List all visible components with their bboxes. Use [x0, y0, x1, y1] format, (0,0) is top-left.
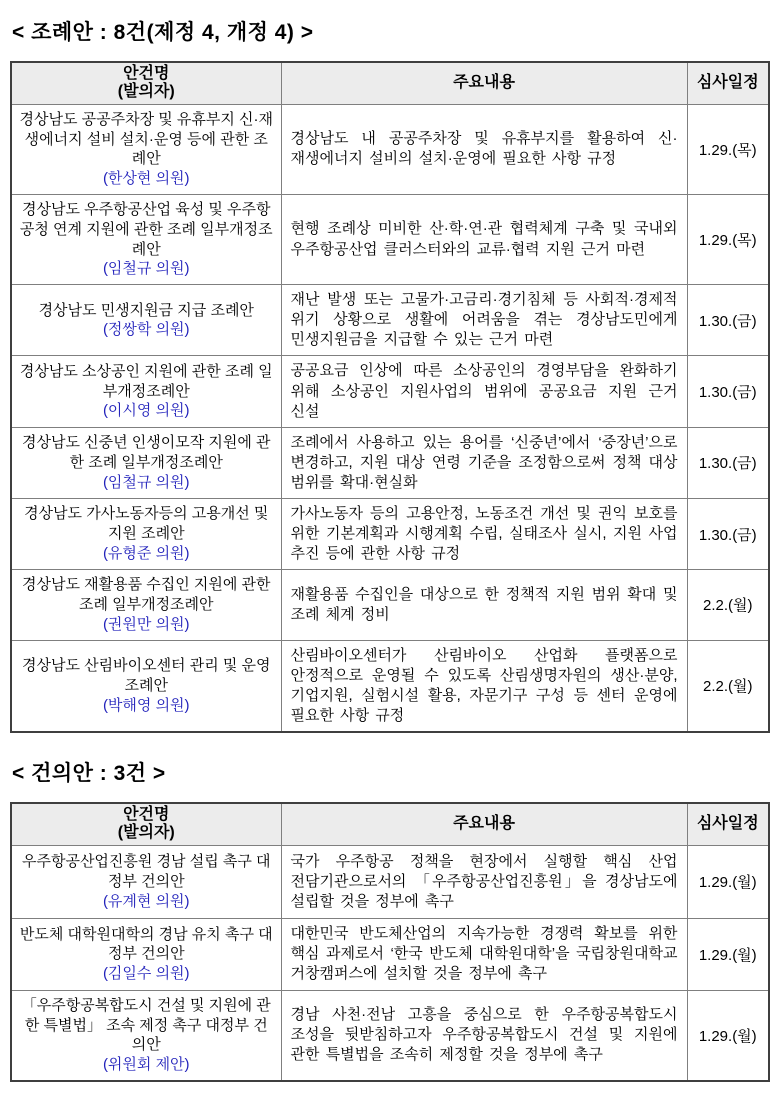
agenda-name-cell [11, 427, 281, 498]
agenda-title: 경상남도 재활용품 수집인 지원에 관한 조례 일부개정조례안 [21, 576, 271, 614]
table-head [11, 62, 769, 104]
table-row [11, 990, 769, 1081]
header-agenda-name-line2: (발의자) [117, 83, 175, 101]
proposer: (박해영 의원) [102, 696, 190, 714]
table-row [11, 640, 769, 732]
schedule-cell: 1.29.(월) [687, 918, 769, 990]
agenda-name-cell [11, 285, 281, 356]
main-content-cell: 국가 우주항공 정책을 현장에서 실행할 핵심 산업 전담기관으로서의 「우주항공산업진흥원」을 경상남도에 설립할 것을 정부에 촉구 [281, 845, 687, 918]
main-content-cell: 경상남도 내 공공주차장 및 유휴부지를 활용하여 신·재생에너지 설비의 설치·운영에 필요한 사항 규정 [281, 104, 687, 194]
agenda-name-cell [11, 918, 281, 990]
main-content-cell: 현행 조례상 미비한 산·학·연·관 협력체계 구축 및 국내외 우주항공산업 클러스터와의 교류·협력 지원 근거 마련 [281, 194, 687, 284]
header-agenda-name-line1: 안건명 [123, 806, 170, 824]
header-row [11, 62, 769, 104]
section-title: < 건의안 : 3건 > [12, 762, 166, 786]
agenda-name-cell [11, 104, 281, 194]
table-row [11, 194, 769, 284]
agenda-name-cell [11, 640, 281, 732]
sections-container [10, 16, 769, 1082]
main-content-cell: 공공요금 인상에 따른 소상공인의 경영부담을 완화하기 위해 소상공인 지원사업의 범위에 공공요금 지원 근거 신설 [281, 356, 687, 427]
main-content-cell: 재활용품 수집인을 대상으로 한 정책적 지원 범위 확대 및 조례 체계 정비 [281, 570, 687, 640]
table-row [11, 845, 769, 918]
agenda-title: 반도체 대학원대학의 경남 유치 촉구 대정부 건의안 [19, 925, 273, 963]
agenda-title: 경상남도 공공주차장 및 유휴부지 신·재생에너지 설비 설치·운영 등에 관한 조례안 [19, 110, 273, 168]
proposer: (김일수 의원) [102, 965, 190, 983]
agenda-title: 경상남도 산림바이오센터 관리 및 운영 조례안 [21, 657, 271, 694]
agenda-name-cell [11, 570, 281, 640]
table-body [11, 845, 769, 1081]
table-row [11, 104, 769, 194]
agenda-table [10, 802, 770, 1082]
proposer: (이시영 의원) [102, 402, 190, 420]
main-content-cell: 산림바이오센터가 산림바이오 산업화 플랫폼으로 안정적으로 운영될 수 있도록 산림생명자원의 생산·분양, 기업지원, 실험시설 활용, 자문기구 구성 등 센터 운영에 필요한 사항 규정 [281, 640, 687, 732]
section-1 [10, 757, 769, 1082]
table-row [11, 356, 769, 427]
schedule-cell: 1.30.(금) [687, 285, 769, 356]
agenda-title: 경상남도 소상공인 지원에 관한 조례 일부개정조례안 [19, 362, 273, 400]
table-row [11, 570, 769, 640]
main-content-cell: 재난 발생 또는 고물가·고금리·경기침체 등 사회적·경제적 위기 상황으로 생활에 어려움을 겪는 경상남도민에게 민생지원금을 지급할 수 있는 근거 마련 [281, 285, 687, 356]
schedule-cell: 1.30.(금) [687, 499, 769, 570]
agenda-name-cell [11, 990, 281, 1081]
main-content-cell: 조례에서 사용하고 있는 용어를 ‘신중년’에서 ‘중장년’으로 변경하고, 지원 대상 연령 기준을 조정함으로써 정책 대상 범위를 확대·현실화 [281, 427, 687, 498]
agenda-title: 경상남도 우주항공산업 육성 및 우주항공청 연계 지원에 관한 조례 일부개정조례안 [19, 200, 273, 258]
agenda-title: 경상남도 가사노동자등의 고용개선 및 지원 조례안 [24, 505, 269, 543]
proposer: (임철규 의원) [102, 260, 190, 278]
proposer: (유계현 의원) [102, 892, 190, 910]
agenda-title: 우주항공산업진흥원 경남 설립 촉구 대정부 건의안 [21, 853, 271, 890]
header-main-content: 주요내용 [281, 803, 687, 845]
header-schedule: 심사일정 [687, 62, 769, 104]
header-agenda-name [11, 803, 281, 845]
header-schedule: 심사일정 [687, 803, 769, 845]
agenda-table [10, 61, 770, 733]
proposer: (유형준 의원) [102, 545, 190, 563]
proposer: (권원만 의원) [102, 615, 190, 633]
agenda-name-cell [11, 845, 281, 918]
section-title: < 조례안 : 8건(제정 4, 개정 4) > [12, 21, 314, 44]
table-row [11, 285, 769, 356]
agenda-name-cell [11, 356, 281, 427]
agenda-title: 경상남도 신중년 인생이모작 지원에 관한 조례 일부개정조례안 [21, 434, 271, 471]
proposer: (임철규 의원) [102, 473, 190, 491]
table-row [11, 499, 769, 570]
main-content-cell: 경남 사천·전남 고흥을 중심으로 한 우주항공복합도시 조성을 뒷받침하고자 우주항공복합도시 건설 및 지원에 관한 특별법을 조속히 제정할 것을 정부에 촉구 [281, 990, 687, 1081]
table-head [11, 803, 769, 845]
schedule-cell: 1.30.(금) [687, 427, 769, 498]
header-row [11, 803, 769, 845]
main-content-cell: 가사노동자 등의 고용안정, 노동조건 개선 및 권익 보호를 위한 기본계획과 시행계획 수립, 실태조사 실시, 지원 사업 추진 등에 관한 사항 규정 [281, 499, 687, 570]
proposer: (한상현 의원) [102, 170, 190, 188]
schedule-cell: 1.29.(월) [687, 845, 769, 918]
schedule-cell: 1.30.(금) [687, 356, 769, 427]
table-row [11, 427, 769, 498]
proposer: (위원회 제안) [102, 1056, 190, 1074]
header-main-content: 주요내용 [281, 62, 687, 104]
table-body [11, 104, 769, 732]
agenda-title: 경상남도 민생지원금 지급 조례안 [38, 301, 254, 319]
schedule-cell: 2.2.(월) [687, 570, 769, 640]
table-row [11, 918, 769, 990]
agenda-name-cell [11, 194, 281, 284]
schedule-cell: 1.29.(월) [687, 990, 769, 1081]
section-0 [10, 16, 769, 733]
agenda-title: 「우주항공복합도시 건설 및 지원에 관한 특별법」 조속 제정 촉구 대정부 건의안 [21, 996, 271, 1054]
schedule-cell: 1.29.(목) [687, 104, 769, 194]
schedule-cell: 2.2.(월) [687, 640, 769, 732]
schedule-cell: 1.29.(목) [687, 194, 769, 284]
agenda-name-cell [11, 499, 281, 570]
header-agenda-name-line2: (발의자) [117, 824, 175, 842]
header-agenda-name [11, 62, 281, 104]
proposer: (정쌍학 의원) [102, 321, 190, 339]
main-content-cell: 대한민국 반도체산업의 지속가능한 경쟁력 확보를 위한 핵심 과제로서 ‘한국 반도체 대학원대학’을 국립창원대학교 거창캠퍼스에 설치할 것을 정부에 촉구 [281, 918, 687, 990]
header-agenda-name-line1: 안건명 [123, 65, 170, 82]
